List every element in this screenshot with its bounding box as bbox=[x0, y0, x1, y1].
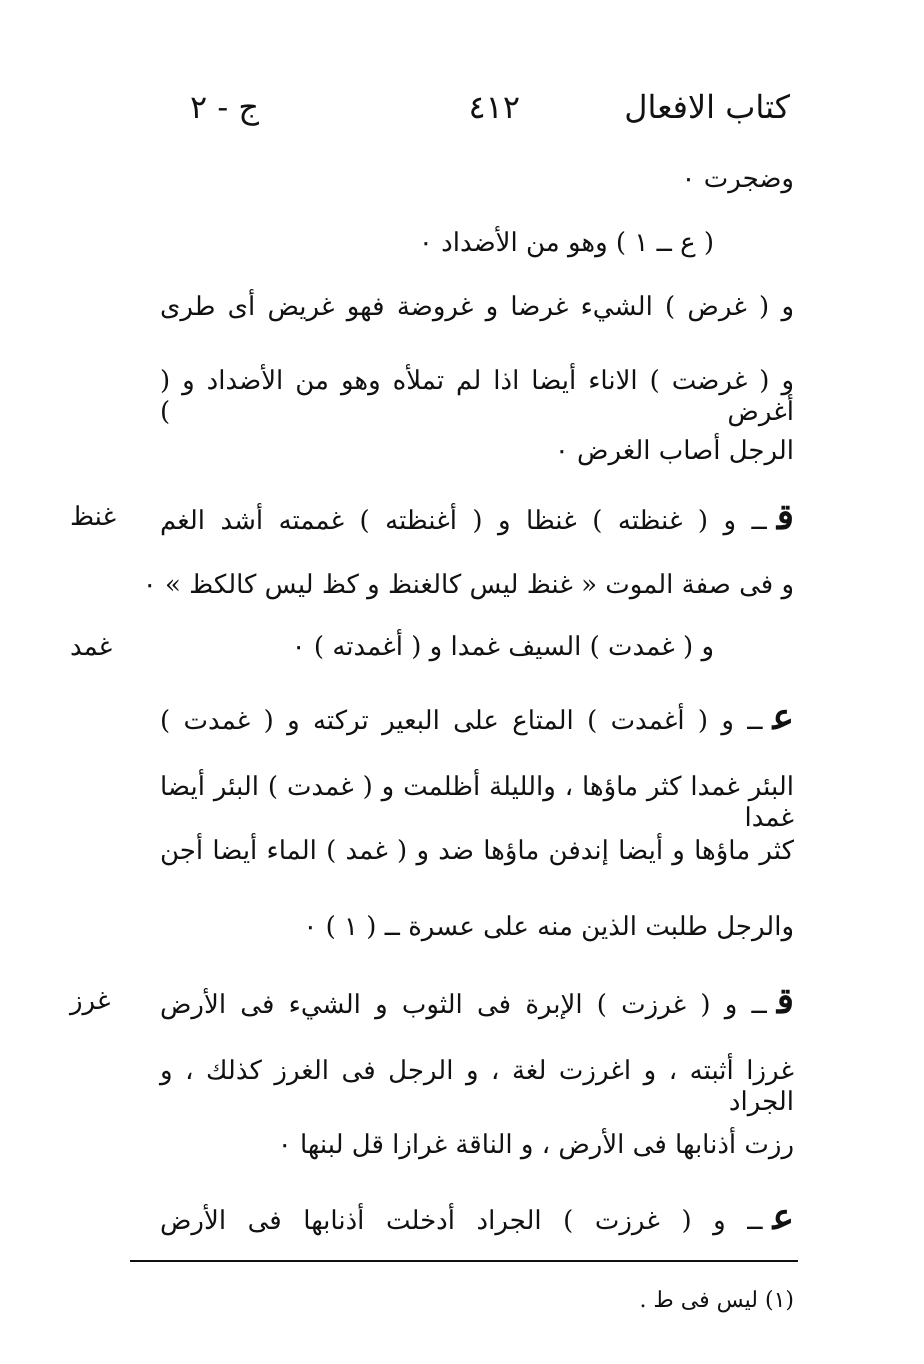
text-line: غرزا أثبته ، و اغرزت لغة ، و الرجل فى الغرز كذلك ، و الجراد bbox=[160, 1056, 794, 1118]
book-title: كتاب الافعال bbox=[624, 88, 790, 126]
text-line: و فى صفة الموت « غنظ ليس كالغنظ و كظ ليس كالكظ » ٠ bbox=[142, 570, 794, 600]
margin-root: غمد bbox=[70, 632, 113, 662]
text-line: قــ و ( غنظته ) غنظا و ( أغنظته ) غممته أشد الغم bbox=[160, 496, 794, 538]
section-mark: ق bbox=[776, 980, 794, 1022]
volume-label: ج - ٢ bbox=[190, 88, 259, 126]
text-line: و ( غرض ) الشيء غرضا و غروضة فهو غريض أى طرى bbox=[160, 292, 794, 322]
text-line: عــ و ( غرزت ) الجراد أدخلت أذنابها فى الأرض bbox=[160, 1196, 794, 1238]
text-line: قــ و ( غرزت ) الإبرة فى الثوب و الشيء فى الأرض bbox=[160, 980, 794, 1022]
text-line: وضجرت ٠ bbox=[681, 164, 794, 194]
section-mark: ع bbox=[772, 696, 794, 738]
section-mark: ق bbox=[776, 496, 794, 538]
text-line: الرجل أصاب الغرض ٠ bbox=[554, 436, 794, 466]
section-mark: ع bbox=[772, 1196, 794, 1238]
text-line: البئر غمدا كثر ماؤها ، والليلة أظلمت و ( غمدت ) البئر أيضا غمدا bbox=[160, 772, 794, 834]
text-line: ( ع ــ ١ ) وهو من الأضداد ٠ bbox=[418, 228, 714, 258]
page-number: ٤١٢ bbox=[468, 88, 520, 126]
text-line: و ( غمدت ) السيف غمدا و ( أغمدته ) ٠ bbox=[291, 632, 714, 662]
page-header bbox=[170, 88, 790, 138]
text-line: رزت أذنابها فى الأرض ، و الناقة غرازا قل لبنها ٠ bbox=[277, 1130, 794, 1160]
margin-root: غرز bbox=[70, 986, 111, 1016]
margin-root: غنظ bbox=[70, 502, 117, 532]
footnote-divider bbox=[130, 1260, 798, 1262]
text-line: عــ و ( أغمدت ) المتاع على البعير تركته و ( غمدت ) bbox=[160, 696, 794, 738]
text-line: والرجل طلبت الذين منه على عسرة ــ ( ١ ) ٠ bbox=[303, 912, 794, 942]
text-line: كثر ماؤها و أيضا إندفن ماؤها ضد و ( غمد ) الماء أيضا أجن bbox=[160, 836, 794, 866]
text-line: و ( غرضت ) الاناء أيضا اذا لم تملأه وهو من الأضداد و ( أغرض ) bbox=[160, 366, 794, 428]
footnote: (١) ليس فى ط . bbox=[639, 1288, 794, 1313]
